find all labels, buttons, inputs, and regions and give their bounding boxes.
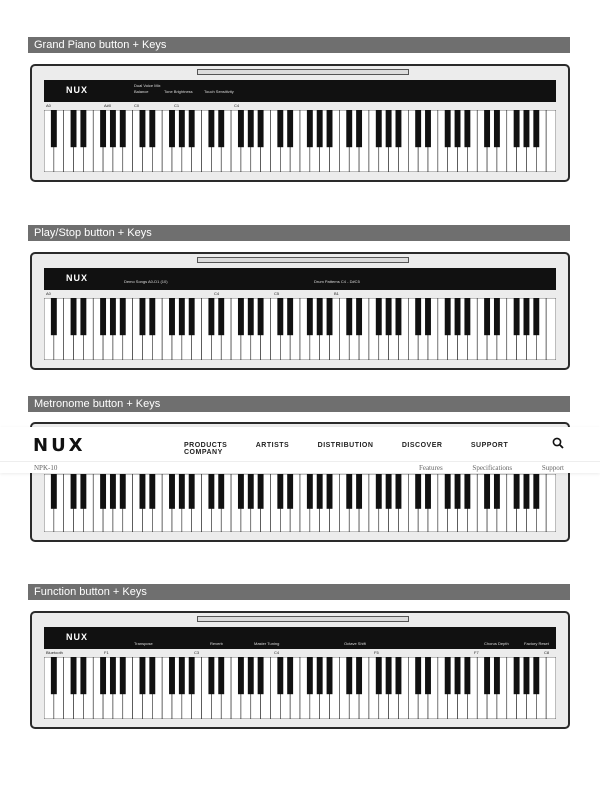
black-key <box>386 474 392 509</box>
key-labels <box>44 102 556 110</box>
black-key <box>100 110 106 147</box>
search-icon[interactable] <box>552 437 564 452</box>
key-labels <box>44 649 556 657</box>
piano-top-handle <box>197 616 409 622</box>
black-key <box>71 298 77 335</box>
black-key <box>455 657 461 694</box>
black-key <box>327 110 333 147</box>
panel-text: Chorus Depth <box>484 641 509 646</box>
black-key <box>317 110 323 147</box>
section-header-grand-piano: Grand Piano button + Keys <box>28 37 570 53</box>
black-key <box>208 298 214 335</box>
black-key <box>376 474 382 509</box>
black-key <box>514 474 520 509</box>
black-key <box>327 474 333 509</box>
black-key <box>179 298 185 335</box>
black-key <box>307 657 313 694</box>
black-key <box>71 657 77 694</box>
white-key <box>546 657 556 719</box>
black-key <box>317 474 323 509</box>
black-key <box>110 474 116 509</box>
black-key <box>494 110 500 147</box>
panel-text: Dual Voice Mix <box>134 83 161 88</box>
black-key <box>494 298 500 335</box>
black-key <box>208 110 214 147</box>
black-key <box>514 110 520 147</box>
black-key <box>524 474 530 509</box>
black-key <box>425 110 431 147</box>
black-key <box>346 110 352 147</box>
black-key <box>218 657 224 694</box>
black-key <box>415 110 421 147</box>
black-key <box>346 657 352 694</box>
black-key <box>524 298 530 335</box>
black-key <box>169 657 175 694</box>
key-label: C8 <box>544 650 550 655</box>
black-key <box>484 474 490 509</box>
nav-products[interactable]: PRODUCTS <box>184 442 228 449</box>
black-key <box>277 474 283 509</box>
black-key <box>307 474 313 509</box>
black-key <box>110 298 116 335</box>
black-key <box>140 298 146 335</box>
black-key <box>396 474 402 509</box>
subnav-support[interactable]: Support <box>541 464 564 472</box>
black-key <box>189 110 195 147</box>
nav-artists[interactable]: ARTISTS <box>255 442 290 449</box>
key-label: F1 <box>104 650 109 655</box>
white-key <box>546 110 556 172</box>
key-label: F7 <box>474 650 479 655</box>
piano-top-handle <box>197 69 409 75</box>
black-key <box>110 657 116 694</box>
black-key <box>533 657 539 694</box>
black-key <box>149 110 155 147</box>
nav-support[interactable]: SUPPORT <box>470 442 509 449</box>
black-key <box>80 474 86 509</box>
black-key <box>277 657 283 694</box>
black-key <box>149 474 155 509</box>
control-panel <box>44 80 556 102</box>
black-key <box>386 657 392 694</box>
panel-text: Tone Brightness <box>164 89 193 94</box>
key-label: C4 <box>274 650 280 655</box>
black-key <box>140 657 146 694</box>
piano-top-handle <box>197 257 409 263</box>
black-key <box>71 474 77 509</box>
black-key <box>327 298 333 335</box>
black-key <box>425 474 431 509</box>
black-key <box>238 474 244 509</box>
black-key <box>179 657 185 694</box>
black-key <box>258 110 264 147</box>
black-key <box>258 298 264 335</box>
black-key <box>100 474 106 509</box>
black-key <box>169 110 175 147</box>
section-header-function: Function button + Keys <box>28 584 570 600</box>
black-key <box>445 298 451 335</box>
black-key <box>120 110 126 147</box>
panel-text: Reverb <box>210 641 223 646</box>
black-key <box>51 298 57 335</box>
panel-text: Transpose <box>134 641 153 646</box>
key-label: C4 <box>214 291 220 296</box>
main-menu <box>184 442 600 456</box>
black-key <box>120 298 126 335</box>
black-key <box>464 110 470 147</box>
black-key <box>248 474 254 509</box>
key-labels <box>44 290 556 298</box>
black-key <box>248 657 254 694</box>
black-key <box>386 110 392 147</box>
black-key <box>140 474 146 509</box>
black-key <box>248 110 254 147</box>
black-key <box>484 298 490 335</box>
black-key <box>149 657 155 694</box>
panel-text: Demo Songs A0-D1 (10) <box>124 279 168 284</box>
black-key <box>484 110 490 147</box>
black-key <box>346 474 352 509</box>
black-key <box>356 110 362 147</box>
black-key <box>110 110 116 147</box>
panel-text: Octave Shift <box>344 641 366 646</box>
black-key <box>287 298 293 335</box>
piano-diagram-grand <box>30 64 570 182</box>
black-key <box>445 474 451 509</box>
black-key <box>179 474 185 509</box>
black-key <box>514 657 520 694</box>
panel-text: Balance <box>134 89 149 94</box>
key-label: C3 <box>194 650 200 655</box>
key-label: C1 <box>174 103 180 108</box>
black-key <box>415 298 421 335</box>
key-label: C0 <box>134 103 140 108</box>
black-key <box>356 474 362 509</box>
black-key <box>376 298 382 335</box>
black-key <box>494 474 500 509</box>
black-key <box>287 474 293 509</box>
nux-logo: NUX <box>66 273 89 283</box>
black-key <box>386 298 392 335</box>
product-links <box>391 464 564 472</box>
keyboard <box>44 474 556 532</box>
panel-text: Touch Sensitivity <box>204 89 234 94</box>
black-key <box>356 298 362 335</box>
black-key <box>100 298 106 335</box>
white-key <box>546 474 556 532</box>
black-key <box>258 474 264 509</box>
key-label: Bluetooth <box>46 650 63 655</box>
black-key <box>238 657 244 694</box>
nux-logo: NUX <box>66 632 89 642</box>
nav-company[interactable]: COMPANY <box>184 449 223 456</box>
black-key <box>396 110 402 147</box>
key-label: A#0 <box>104 103 112 108</box>
black-key <box>464 298 470 335</box>
black-key <box>455 110 461 147</box>
black-key <box>455 298 461 335</box>
key-label: C4 <box>234 103 240 108</box>
piano-diagram-function <box>30 611 570 729</box>
key-label: A0 <box>46 103 51 108</box>
control-panel <box>44 627 556 649</box>
panel-text: Drum Patterns C4 - D#C5 <box>314 279 360 284</box>
key-label: B1 <box>334 291 339 296</box>
black-key <box>396 657 402 694</box>
black-key <box>464 474 470 509</box>
product-model: NPK-10 <box>34 464 58 472</box>
black-key <box>169 474 175 509</box>
section-header-play-stop: Play/Stop button + Keys <box>28 225 570 241</box>
key-label: A0 <box>46 291 51 296</box>
black-key <box>484 657 490 694</box>
product-subnav <box>0 461 600 474</box>
black-key <box>80 110 86 147</box>
black-key <box>218 474 224 509</box>
black-key <box>356 657 362 694</box>
black-key <box>464 657 470 694</box>
site-navbar <box>0 427 600 473</box>
key-label: C5 <box>274 291 280 296</box>
black-key <box>51 110 57 147</box>
black-key <box>208 474 214 509</box>
black-key <box>218 110 224 147</box>
black-key <box>514 298 520 335</box>
black-key <box>425 298 431 335</box>
black-key <box>80 298 86 335</box>
black-key <box>376 657 382 694</box>
black-key <box>100 657 106 694</box>
control-panel <box>44 268 556 290</box>
black-key <box>425 657 431 694</box>
black-key <box>208 657 214 694</box>
black-key <box>376 110 382 147</box>
subnav-features[interactable]: Features <box>418 464 443 472</box>
black-key <box>524 657 530 694</box>
key-label: F5 <box>374 650 379 655</box>
black-key <box>218 298 224 335</box>
piano-diagram-play-stop <box>30 252 570 370</box>
black-key <box>140 110 146 147</box>
black-key <box>494 657 500 694</box>
section-header-metronome: Metronome button + Keys <box>28 396 570 412</box>
black-key <box>327 657 333 694</box>
black-key <box>415 474 421 509</box>
nav-distribution[interactable]: DISTRIBUTION <box>317 442 374 449</box>
black-key <box>238 110 244 147</box>
black-key <box>189 298 195 335</box>
black-key <box>445 657 451 694</box>
panel-text: Master Tuning <box>254 641 280 646</box>
black-key <box>287 110 293 147</box>
black-key <box>80 657 86 694</box>
brand-logo[interactable]: NUX <box>33 435 86 456</box>
black-key <box>346 298 352 335</box>
panel-text: Factory Reset <box>524 641 549 646</box>
black-key <box>169 298 175 335</box>
black-key <box>445 110 451 147</box>
black-key <box>238 298 244 335</box>
black-key <box>524 110 530 147</box>
black-key <box>248 298 254 335</box>
black-key <box>120 474 126 509</box>
black-key <box>455 474 461 509</box>
black-key <box>71 110 77 147</box>
black-key <box>533 110 539 147</box>
black-key <box>533 474 539 509</box>
black-key <box>307 110 313 147</box>
black-key <box>189 474 195 509</box>
black-key <box>317 298 323 335</box>
black-key <box>307 298 313 335</box>
black-key <box>189 657 195 694</box>
keyboard <box>44 298 556 360</box>
black-key <box>277 298 283 335</box>
black-key <box>51 657 57 694</box>
nav-discover[interactable]: DISCOVER <box>401 442 443 449</box>
black-key <box>396 298 402 335</box>
black-key <box>317 657 323 694</box>
nux-logo: NUX <box>66 85 89 95</box>
black-key <box>415 657 421 694</box>
black-key <box>533 298 539 335</box>
black-key <box>258 657 264 694</box>
keyboard <box>44 657 556 719</box>
black-key <box>149 298 155 335</box>
black-key <box>277 110 283 147</box>
black-key <box>287 657 293 694</box>
keyboard <box>44 110 556 172</box>
black-key <box>179 110 185 147</box>
black-key <box>51 474 57 509</box>
white-key <box>546 298 556 360</box>
black-key <box>120 657 126 694</box>
subnav-specifications[interactable]: Specifications <box>472 464 513 472</box>
